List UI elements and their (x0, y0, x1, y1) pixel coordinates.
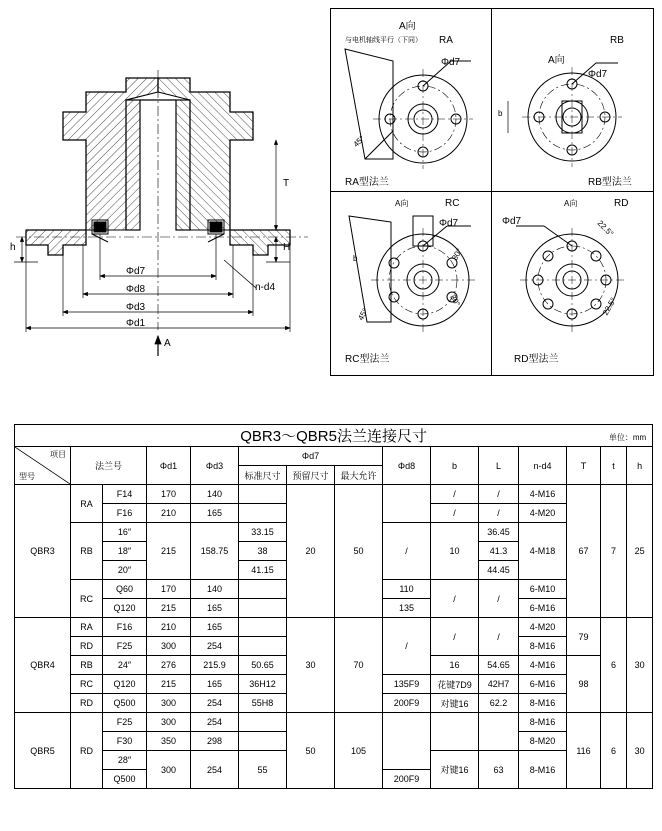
rc-dim-d7: Φd7 (439, 218, 459, 229)
flange-view-rd (492, 192, 653, 375)
cell-d1: 300 (147, 713, 191, 732)
cell-b: / (431, 580, 479, 618)
cell-d7-res: 20 (287, 485, 335, 618)
rb-view-note: A向 (548, 55, 565, 66)
header-L: L (479, 447, 519, 485)
rd-angle-2: 22.5° (600, 296, 618, 317)
rc-side-label-b: b (353, 254, 358, 263)
cell-d1: 210 (147, 504, 191, 523)
table-row (15, 713, 653, 732)
cell-d7-std (239, 599, 287, 618)
cell-L: 62.2 (479, 694, 519, 713)
header-d8: Φd8 (383, 447, 431, 485)
header-d7-standard: 标准尺寸 (239, 466, 287, 485)
rd-caption: RD型法兰 (514, 354, 559, 365)
cell-d3: 165 (191, 618, 239, 637)
header-h: h (627, 447, 653, 485)
table-row (15, 618, 653, 637)
flange-view-ra (331, 9, 492, 192)
flange-type: RA (71, 485, 103, 523)
cell-nd4: 4-M16 (519, 485, 567, 504)
cell-d1: 300 (147, 751, 191, 789)
flange-no: Q500 (103, 694, 147, 713)
cell-d7-std: 38 (239, 542, 287, 561)
cell-d7-max: 50 (335, 485, 383, 618)
cell-nd4: 4-M20 (519, 618, 567, 637)
cell-d1: 300 (147, 637, 191, 656)
dimensions-table (14, 424, 653, 789)
header-t: t (601, 447, 627, 485)
ra-corner-label: RA (439, 35, 453, 46)
cell-b: 10 (431, 523, 479, 580)
cell-d1: 276 (147, 656, 191, 675)
rb-side-label-b: b (498, 109, 503, 118)
cell-nd4: 8-M16 (519, 751, 567, 789)
rd-angle-1: 22.5° (595, 218, 616, 239)
flange-no: Q120 (103, 675, 147, 694)
cell-h: 25 (627, 485, 653, 618)
dim-label-d7: Φd7 (126, 266, 146, 277)
header-nd4: n-d4 (519, 447, 567, 485)
cell-d7-std: 55 (239, 751, 287, 789)
cell-d7-std: 50.65 (239, 656, 287, 675)
view-arrow-label-A: A (164, 338, 171, 349)
cell-d3: 140 (191, 580, 239, 599)
header-d7-group: Φd7 (239, 447, 383, 466)
cell-d3: 140 (191, 485, 239, 504)
flange-no: 18″ (103, 542, 147, 561)
flange-no: Q60 (103, 580, 147, 599)
cell-h: 30 (627, 618, 653, 713)
cell-L: 36.45 (479, 523, 519, 542)
cell-L: 44.45 (479, 561, 519, 580)
dim-label-T: T (283, 178, 290, 189)
cell-d8 (383, 485, 431, 523)
ra-caption: RA型法兰 (345, 177, 389, 188)
rb-dim-d7: Φd7 (588, 69, 608, 80)
cell-d3: 254 (191, 637, 239, 656)
rd-corner-label: RD (614, 198, 629, 209)
header-d7-max: 最大允许 (335, 466, 383, 485)
cell-d7-max: 105 (335, 713, 383, 789)
cell-d1: 350 (147, 732, 191, 751)
flange-no: 16″ (103, 523, 147, 542)
rb-caption: RB型法兰 (588, 177, 632, 188)
cell-b: 16 (431, 656, 479, 675)
cell-d7-std (239, 580, 287, 599)
cell-nd4: 6-M16 (519, 675, 567, 694)
cell-L: 42H7 (479, 675, 519, 694)
cell-L: / (479, 580, 519, 618)
cell-d1: 215 (147, 599, 191, 618)
dim-label-d3: Φd3 (126, 302, 146, 313)
flange-no: F25 (103, 713, 147, 732)
cell-nd4: 4-M18 (519, 523, 567, 580)
flange-no: 28″ (103, 751, 147, 770)
cell-d3: 165 (191, 599, 239, 618)
sectional-view (8, 30, 328, 360)
cell-L: / (479, 618, 519, 656)
cell-d3: 158.75 (191, 523, 239, 580)
model-qbr3: QBR3 (15, 485, 71, 618)
cell-b: / (431, 618, 479, 656)
cell-d7-std (239, 485, 287, 504)
cell-d8: 200F9 (383, 694, 431, 713)
cell-L: / (479, 485, 519, 504)
cell-b: / (431, 485, 479, 504)
flange-type: RB (71, 656, 103, 675)
cell-d3: 254 (191, 713, 239, 732)
cell-d8: 135F9 (383, 675, 431, 694)
cell-nd4: 8-M16 (519, 694, 567, 713)
cell-t: 7 (601, 485, 627, 618)
cell-d3: 215.9 (191, 656, 239, 675)
cell-L: / (479, 504, 519, 523)
header-d3: Φd3 (191, 447, 239, 485)
model-qbr4: QBR4 (15, 618, 71, 713)
cell-b: / (431, 504, 479, 523)
header-d7-reserved: 预留尺寸 (287, 466, 335, 485)
dim-label-H: H (283, 242, 291, 253)
flange-no: 20″ (103, 561, 147, 580)
rd-view-note: A向 (564, 199, 578, 208)
dim-label-d8: Φd8 (126, 284, 146, 295)
cell-d1: 215 (147, 523, 191, 580)
cell-d3: 165 (191, 504, 239, 523)
header-b: b (431, 447, 479, 485)
cell-d7-res: 50 (287, 713, 335, 789)
header-T: T (567, 447, 601, 485)
flange-no: Q120 (103, 599, 147, 618)
corner-top-label: 项目 (50, 450, 66, 459)
cell-d7-std (239, 713, 287, 732)
rc-corner-label: RC (445, 198, 460, 209)
cell-L (479, 713, 519, 751)
cell-h: 30 (627, 713, 653, 789)
table-unit: 单位：mm (608, 433, 647, 442)
ra-extra-note: 与电机轴线平行（下同） (345, 37, 422, 44)
flange-type: RA (71, 618, 103, 637)
cell-d1: 210 (147, 618, 191, 637)
dim-label-h: h (10, 242, 16, 253)
flange-type: RD (71, 694, 103, 713)
cell-d7-std: 41.15 (239, 561, 287, 580)
cell-d8: / (383, 523, 431, 580)
cell-d8 (383, 713, 431, 770)
flange-no: F16 (103, 618, 147, 637)
cell-d7-max: 70 (335, 618, 383, 713)
dimensions-table-wrap (14, 424, 650, 789)
table-corner-header (15, 447, 71, 485)
rc-angle-3: 30° (448, 293, 462, 308)
model-qbr5: QBR5 (15, 713, 71, 789)
cell-nd4: 4-M16 (519, 656, 567, 675)
flange-views-box (330, 8, 654, 376)
flange-view-rc (331, 192, 492, 375)
cell-d7-std: 36H12 (239, 675, 287, 694)
cell-L: 63 (479, 751, 519, 789)
cell-nd4: 8-M16 (519, 713, 567, 732)
flange-type: RB (71, 523, 103, 580)
cell-d1: 170 (147, 580, 191, 599)
cell-nd4: 4-M20 (519, 504, 567, 523)
flange-type: RC (71, 675, 103, 694)
cell-d8: 200F9 (383, 770, 431, 789)
top-drawing-area (0, 0, 662, 390)
cell-d1: 215 (147, 675, 191, 694)
rb-corner-label: RB (610, 35, 624, 46)
cell-T: 116 (567, 713, 601, 789)
flange-no: F16 (103, 504, 147, 523)
cell-T: 98 (567, 656, 601, 713)
cell-d7-std (239, 504, 287, 523)
flange-type: RC (71, 580, 103, 618)
cell-d3: 254 (191, 694, 239, 713)
cell-d7-std (239, 618, 287, 637)
cell-b: 对键16 (431, 694, 479, 713)
cell-b: 对键16 (431, 751, 479, 789)
flange-type: RD (71, 713, 103, 789)
corner-bottom-label: 型号 (19, 472, 35, 481)
cell-nd4: 6-M16 (519, 599, 567, 618)
cell-nd4: 6-M10 (519, 580, 567, 599)
cell-T: 79 (567, 618, 601, 656)
cell-T: 67 (567, 485, 601, 618)
header-d1: Φd1 (147, 447, 191, 485)
flange-no: F25 (103, 637, 147, 656)
table-row (15, 485, 653, 504)
header-flange-no: 法兰号 (71, 447, 147, 485)
rc-angle-2: 30° (450, 247, 464, 262)
dim-label-n-d4: n-d4 (255, 282, 276, 293)
ra-angle-1: 45° (351, 134, 367, 149)
cell-d3: 254 (191, 751, 239, 789)
cell-nd4: 8-M16 (519, 637, 567, 656)
cell-d8: 110 (383, 580, 431, 599)
ra-view-note: A向 (399, 21, 416, 32)
cell-d7-res: 30 (287, 618, 335, 713)
ra-dim-d7: Φd7 (441, 57, 461, 68)
flange-no: F14 (103, 485, 147, 504)
cell-d8: / (383, 618, 431, 675)
dim-label-d1: Φd1 (126, 318, 146, 329)
flange-no: 24″ (103, 656, 147, 675)
flange-view-rb (492, 9, 653, 192)
cell-b: 花键7D9 (431, 675, 479, 694)
flange-type: RD (71, 637, 103, 656)
flange-no: Q500 (103, 770, 147, 789)
cell-d7-std (239, 637, 287, 656)
cell-L: 54.65 (479, 656, 519, 675)
flange-no: F30 (103, 732, 147, 751)
cell-b (431, 713, 479, 751)
cell-d3: 298 (191, 732, 239, 751)
cell-d7-std (239, 732, 287, 751)
cell-t: 6 (601, 618, 627, 713)
cell-d8: 135 (383, 599, 431, 618)
rc-view-note: A向 (395, 199, 409, 208)
cell-nd4: 8-M20 (519, 732, 567, 751)
rc-caption: RC型法兰 (345, 354, 390, 365)
cell-d7-std: 33.15 (239, 523, 287, 542)
table-title: QBR3～QBR5法兰连接尺寸 (240, 428, 427, 445)
cell-d3: 165 (191, 675, 239, 694)
rd-dim-d7: Φd7 (502, 216, 522, 227)
rc-angle-1: 45° (356, 307, 370, 322)
cell-L: 41.3 (479, 542, 519, 561)
cell-d1: 300 (147, 694, 191, 713)
cell-d1: 170 (147, 485, 191, 504)
table-title-cell (15, 425, 653, 447)
cell-t: 6 (601, 713, 627, 789)
cell-d7-std: 55H8 (239, 694, 287, 713)
